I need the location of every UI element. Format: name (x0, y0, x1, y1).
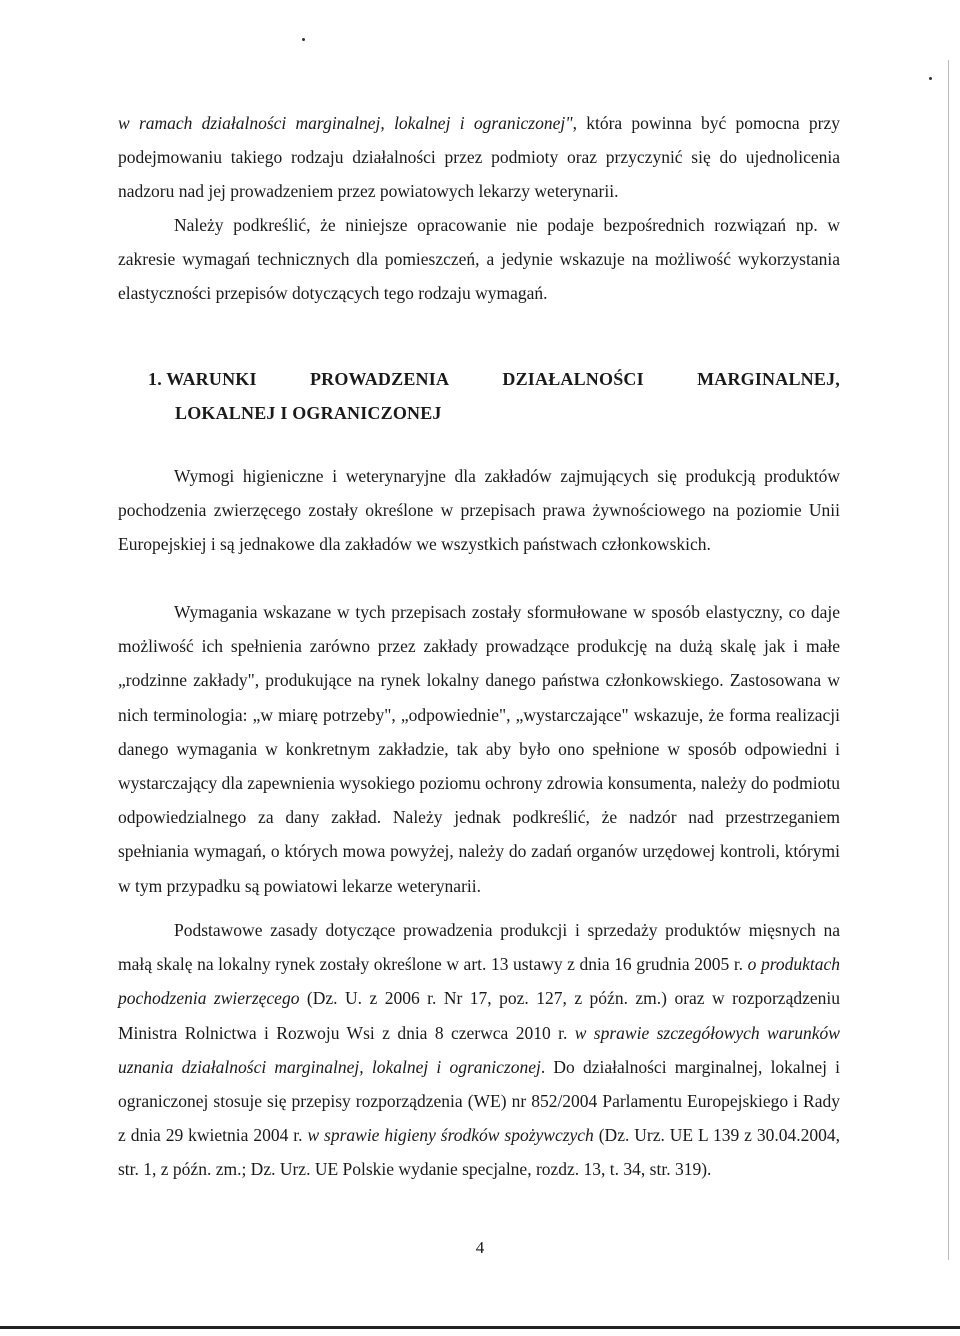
section-number: 1. (148, 369, 162, 389)
legal-act-title: o produktach pochodzenia zwierzęcego (118, 954, 840, 1009)
section-heading-line1 (148, 362, 840, 396)
section-heading-line2: LOKALNEJ I OGRANICZONEJ (175, 403, 442, 423)
legal-text: . Do działalności marginalnej, lokalnej i ograniczonej stosuje się przepisy rozporządzenia (WE) nr 852/2004 Parlamentu Europejskiego i Rady z dnia 29 kwietnia 2004 r. (118, 1056, 840, 1146)
legal-text: Podstawowe zasady dotyczące prowadzenia produkcji i sprzedaży produktów mięsnych na małą skalę na lokalny rynek zostały określone w art. 13 ustawy z dnia 16 grudnia 2005 r. (118, 920, 840, 975)
heading-word: DZIAŁALNOŚCI (502, 369, 644, 389)
paragraph-intro-text: , która powinna być pomocna przy podejmowaniu takiego rodzaju działalności przez podmioty oraz przyczynić się do ujednolicenia nadzoru nad jej prowadzeniem przez powiatowych lekarzy weterynarii. (118, 113, 840, 202)
paragraph-legal-basis (118, 913, 840, 1187)
legal-text: (Dz. Urz. UE L 139 z 30.04.2004, str. 1, z późn. zm.; Dz. Urz. UE Polskie wydanie specjalne, rozdz. 13, t. 34, str. 319). (118, 1125, 840, 1180)
paragraph-flexibility: Wymagania wskazane w tych przepisach zostały sformułowane w sposób elastyczny, co daje możliwość ich spełnienia zarówno przez zakłady prowadzące produkcję na dużą skalę jak i małe „rodzinne zakłady", produkujące na rynek lokalny danego państwa członkowskiego. Zastosowana w nich terminologia: „w miarę potrzeby", „odpowiednie", „wystarczające" wskazuje, że forma realizacji danego wymagania w konkretnym zakładzie, tak aby było ono spełnione w sposób odpowiedni i wystarczający dla zapewnienia wysokiego poziomu ochrony zdrowia konsumenta, należy do podmiotu odpowiedzialnego za dany zakład. Należy jednak podkreślić, że nadzór nad przestrzeganiem spełniania wymagań, o których mowa powyżej, należy do zadań organów urzędowej kontroli, którymi w tym przypadku są powiatowi lekarze weterynarii. (118, 602, 840, 896)
heading-word: WARUNKI (166, 369, 257, 389)
legal-text: (Dz. U. z 2006 r. Nr 17, poz. 127, z późn. zm.) oraz w rozporządzeniu Ministra Rolnictwa i Rozwoju Wsi z dnia 8 czerwca 2010 r. (118, 988, 840, 1043)
section-heading (148, 362, 840, 430)
legal-act-title: w sprawie higieny środków spożywczych (307, 1125, 594, 1146)
scan-edge-line (948, 60, 949, 1260)
scan-speck (929, 77, 932, 80)
scan-speck (302, 38, 305, 41)
paragraph-note: Należy podkreślić, że niniejsze opracowanie nie podaje bezpośrednich rozwiązań np. w zakresie wymagań technicznych dla pomieszczeń, a jedynie wskazuje na możliwość wykorzystania elastyczności przepisów dotyczących tego rodzaju wymagań. (118, 215, 840, 304)
paragraph-intro-italic: w ramach działalności marginalnej, lokalnej i ograniczonej" (118, 113, 573, 133)
legal-act-title: w sprawie szczegółowych warunków uznania działalności marginalnej, lokalnej i ograniczonej (118, 1022, 840, 1077)
paragraph-requirements: Wymogi higieniczne i weterynaryjne dla zakładów zajmujących się produkcją produktów pochodzenia zwierzęcego zostały określone w przepisach prawa żywnościowego na poziomie Unii Europejskiej i są jednakowe dla zakładów we wszystkich państwach członkowskich. (118, 466, 840, 555)
scan-bottom-edge (0, 1326, 960, 1329)
heading-word: MARGINALNEJ, (697, 369, 840, 389)
section-heading-number-title (148, 362, 257, 396)
heading-word: PROWADZENIA (309, 369, 450, 389)
page-number: 4 (475, 1238, 485, 1257)
paragraph-intro (118, 106, 840, 209)
